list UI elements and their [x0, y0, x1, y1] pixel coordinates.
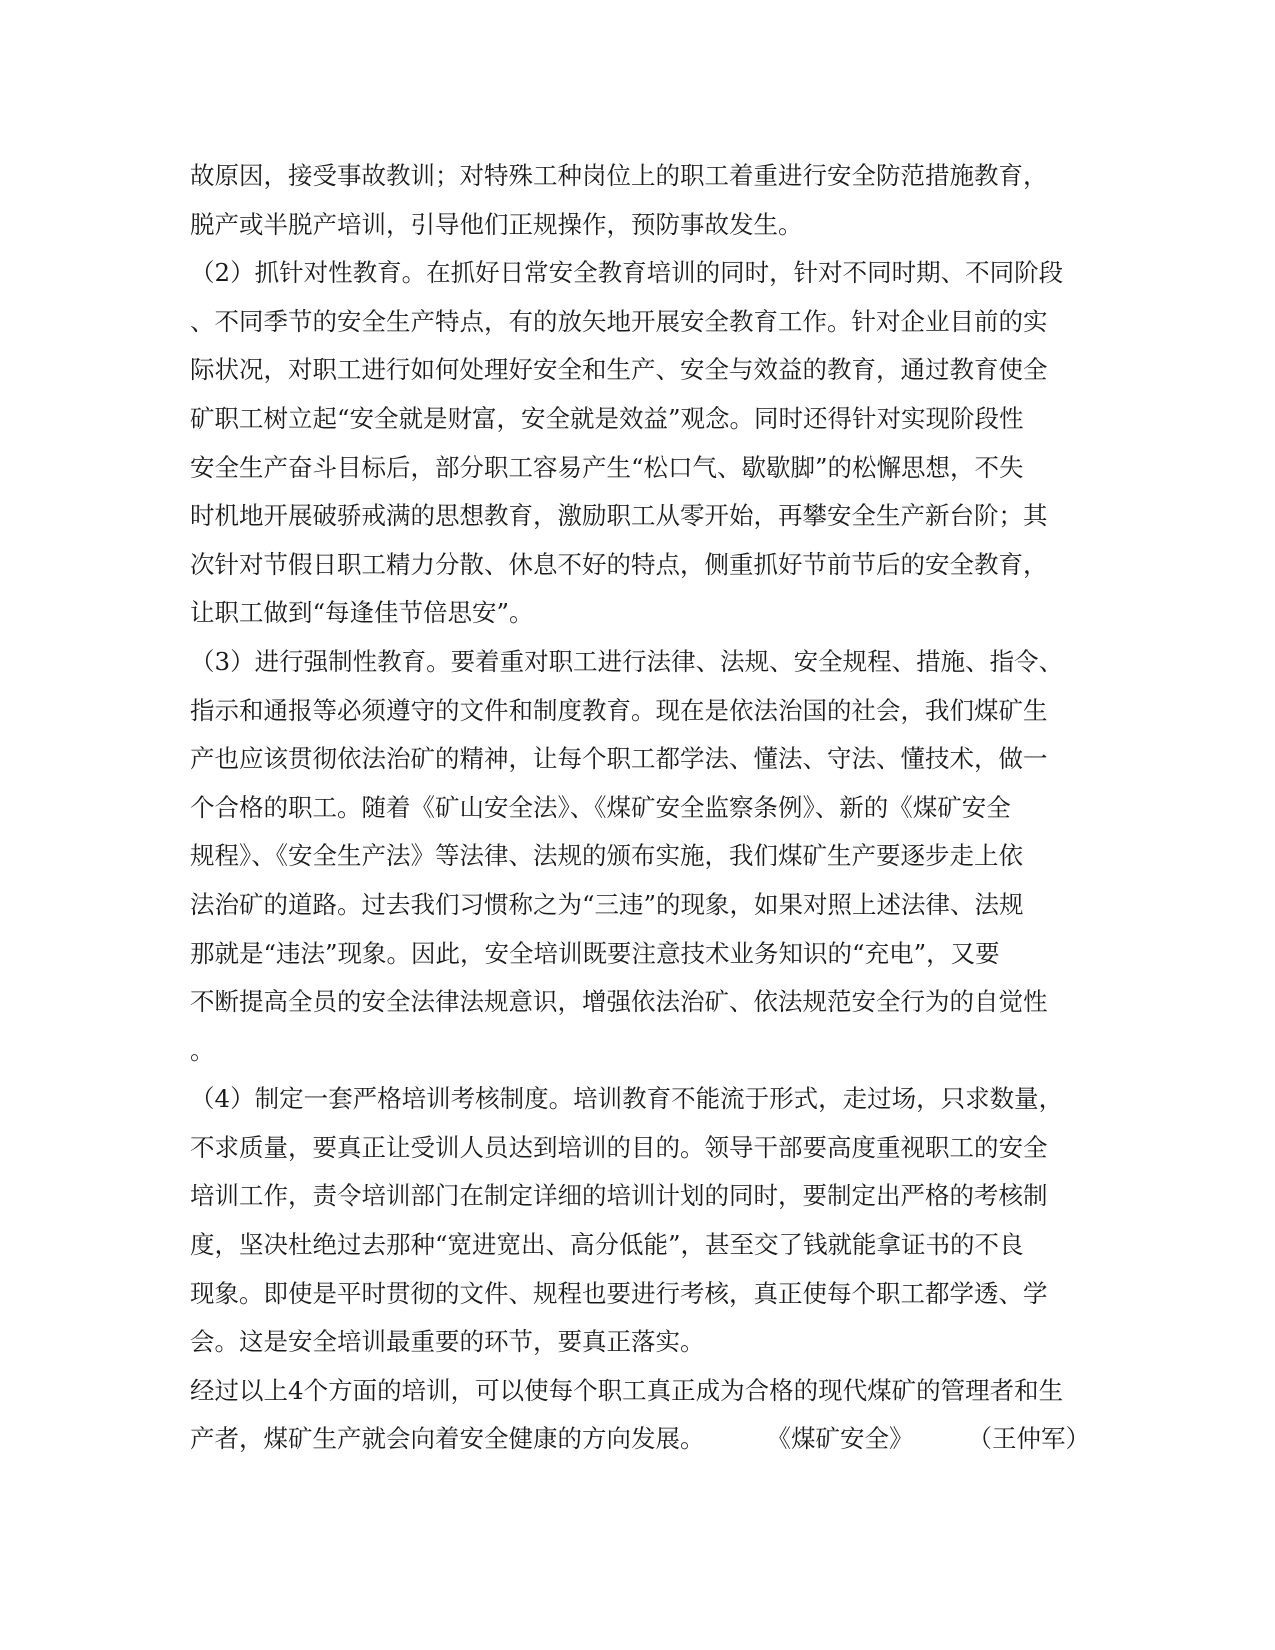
- text-line: 现象。即使是平时贯彻的文件、规程也要进行考核，真正使每个职工都学透、学: [190, 1278, 1048, 1308]
- text-line: 会。这是安全培训最重要的环节，要真正落实。: [190, 1327, 705, 1357]
- closing-line: [190, 1415, 1090, 1464]
- closing-text: 产者，煤矿生产就会向着安全健康的方向发展。: [190, 1424, 705, 1454]
- text-line: 度，坚决杜绝过去那种“宽进宽出、高分低能”，甚至交了钱就能拿证书的不良: [190, 1230, 1024, 1260]
- text-line: 脱产或半脱产培训，引导他们正规操作，预防事故发生。: [190, 209, 803, 239]
- text-line: 。: [190, 1035, 215, 1065]
- source-citation: 《煤矿安全》: [766, 1424, 914, 1454]
- text-line: 、不同季节的安全生产特点，有的放矢地开展安全教育工作。针对企业目前的实: [190, 306, 1048, 336]
- text-line: 际状况，对职工进行如何处理好安全和生产、安全与效益的教育，通过教育使全: [190, 355, 1048, 385]
- text-line: 安全生产奋斗目标后，部分职工容易产生“松口气、歇歇脚”的松懈思想，不失: [190, 452, 1024, 482]
- text-line: 规程》、《安全生产法》等法律、法规的颁布实施，我们煤矿生产要逐步走上依: [190, 841, 1023, 871]
- text-line: 那就是“违法”现象。因此，安全培训既要注意技术业务知识的“充电”，又要: [190, 938, 1000, 968]
- text-line: 培训工作，责令培训部门在制定详细的培训计划的同时，要制定出严格的考核制: [190, 1181, 1048, 1211]
- text-line: 次针对节假日职工精力分散、休息不好的特点，侧重抓好节前节后的安全教育，: [190, 549, 1048, 579]
- text-line: （4）制定一套严格培训考核制度。培训教育不能流于形式，走过场，只求数量，: [190, 1084, 1064, 1114]
- text-line: （2）抓针对性教育。在抓好日常安全教育培训的同时，针对不同时期、不同阶段: [190, 258, 1064, 288]
- author-name: （王仲军）: [967, 1424, 1090, 1454]
- text-line: 经过以上4个方面的培训，可以使每个职工真正成为合格的现代煤矿的管理者和生: [190, 1375, 1064, 1405]
- text-line: 不求质量，要真正让受训人员达到培训的目的。领导干部要高度重视职工的安全: [190, 1132, 1048, 1162]
- text-line: 产也应该贯彻依法治矿的精神，让每个职工都学法、懂法、守法、懂技术，做一: [190, 744, 1048, 774]
- text-line: 不断提高全员的安全法律法规意识，增强依法治矿、依法规范安全行为的自觉性: [190, 987, 1048, 1017]
- text-line: 故原因，接受事故教训；对特殊工种岗位上的职工着重进行安全防范措施教育，: [190, 161, 1048, 190]
- text-line: 时机地开展破骄戒满的思想教育，激励职工从零开始，再攀安全生产新台阶；其: [190, 501, 1048, 531]
- text-line: 法治矿的道路。过去我们习惯称之为“三违”的现象，如果对照上述法律、法规: [190, 889, 1024, 919]
- body-text: [190, 152, 1090, 1464]
- text-line: 矿职工树立起“安全就是财富，安全就是效益”观念。同时还得针对实现阶段性: [190, 403, 1024, 433]
- text-line: 指示和通报等必须遵守的文件和制度教育。现在是依法治国的社会，我们煤矿生: [190, 695, 1048, 725]
- text-line: 个合格的职工。随着《矿山安全法》、《煤矿安全监察条例》、新的《煤矿安全: [190, 792, 1011, 822]
- text-line: （3）进行强制性教育。要着重对职工进行法律、法规、安全规程、措施、指令、: [190, 646, 1064, 676]
- text-line: 让职工做到“每逢佳节倍思安”。: [190, 598, 534, 628]
